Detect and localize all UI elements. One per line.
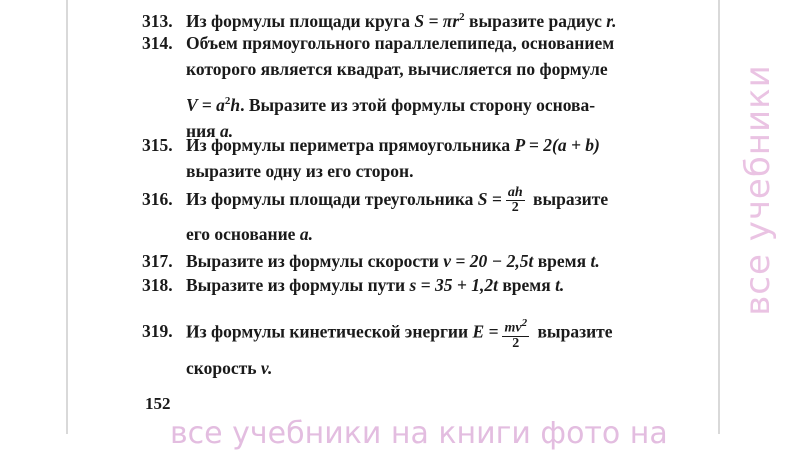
formula-energy-lhs: E = <box>472 321 499 342</box>
variable-a: a. <box>299 224 313 245</box>
problem-text: выразите <box>533 321 613 342</box>
formula-exponent: 2 <box>521 317 528 329</box>
formula-volume: V = a <box>186 94 225 115</box>
formula-perimeter: P = 2(a + b) <box>514 135 600 155</box>
variable-t: t. <box>590 251 600 271</box>
problem-text: которого является квадрат, вычисляется по формуле <box>186 59 608 79</box>
problem-text: Объем прямоугольного параллелепипеда, основанием <box>186 33 615 53</box>
formula-speed: v = 20 − 2,5t <box>443 251 534 271</box>
variable-v: v. <box>260 357 273 378</box>
problem-316 <box>142 186 608 247</box>
problem-319 <box>142 316 613 381</box>
fraction-ah-2 <box>506 186 525 215</box>
problem-number: 313. <box>142 10 173 31</box>
problem-text: . Выразите из этой формулы сторону основа- <box>240 94 596 115</box>
page-edge-right <box>718 0 720 434</box>
problem-text: время <box>533 251 591 271</box>
problem-text: Из формулы площади круга <box>186 10 415 31</box>
problem-314 <box>142 30 614 144</box>
problem-text: Из формулы площади треугольника <box>186 189 478 209</box>
problem-315 <box>142 132 600 184</box>
problem-text: выразите радиус <box>464 10 607 31</box>
formula-h: h <box>230 94 241 115</box>
problem-text: его основание <box>186 224 300 245</box>
variable-r: r. <box>606 10 617 31</box>
formula-circle: S = πr <box>414 10 460 31</box>
page-number: 152 <box>145 394 171 413</box>
watermark-bottom: все учебники на книги фото на <box>170 416 668 451</box>
problem-number: 317. <box>142 251 173 271</box>
watermark-vertical: все учебники <box>738 64 778 316</box>
problem-text: Выразите из формулы пути <box>186 275 410 295</box>
problem-text: выразите одну из его сторон. <box>186 161 414 181</box>
problem-text: Из формулы периметра прямоугольника <box>186 135 515 155</box>
fraction-mv2-2 <box>502 316 529 351</box>
problem-text: выразите <box>528 189 609 209</box>
problem-318 <box>142 272 564 298</box>
numerator-mv: mv <box>504 320 522 336</box>
page-edge-left <box>66 0 68 434</box>
variable-t: t. <box>555 275 565 295</box>
problem-number: 316. <box>142 189 173 209</box>
problem-text: скорость <box>186 357 261 378</box>
fraction-denominator: 2 <box>511 200 519 216</box>
problem-number: 319. <box>142 321 173 342</box>
problem-text: время <box>497 275 556 295</box>
problem-number: 318. <box>142 275 173 295</box>
variable-a: a. <box>220 120 234 141</box>
problem-number: 314. <box>142 33 173 53</box>
fraction-numerator: ah <box>507 185 523 201</box>
problem-317 <box>142 248 600 274</box>
formula-path: s = 35 + 1,2t <box>409 275 498 295</box>
problem-text: ния <box>186 120 221 141</box>
formula-triangle-lhs: S = <box>477 189 502 209</box>
problem-text: Из формулы кинетической энергии <box>186 321 473 342</box>
formula-exponent: 2 <box>224 95 231 107</box>
problem-number: 315. <box>142 135 173 155</box>
fraction-numerator <box>502 316 529 337</box>
problem-text: Выразите из формулы скорости <box>186 251 444 271</box>
formula-exponent: 2 <box>459 11 465 23</box>
fraction-denominator: 2 <box>512 335 520 351</box>
